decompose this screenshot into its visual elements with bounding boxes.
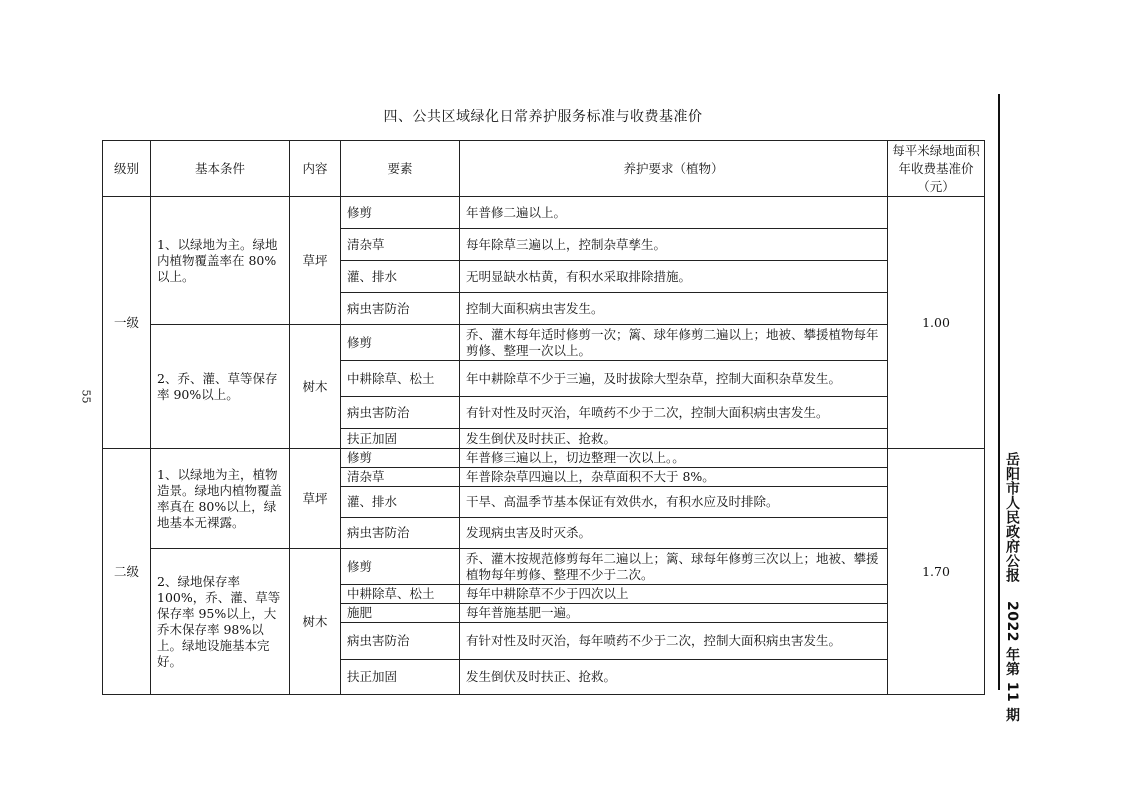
element-cell: 灌、排水 — [341, 487, 460, 518]
grade1-g2-condition: 2、乔、灌、草等保存率 90%以上。 — [151, 325, 290, 449]
header-condition: 基本条件 — [151, 141, 290, 197]
side-header — [1002, 452, 1022, 722]
requirement-cell: 年普修二遍以上。 — [460, 197, 888, 229]
header-row — [103, 141, 985, 197]
grade1-g1-content: 草坪 — [290, 197, 341, 325]
requirement-cell: 干旱、高温季节基本保证有效供水，有积水应及时排除。 — [460, 487, 888, 518]
table-row — [103, 325, 985, 361]
element-cell: 清杂草 — [341, 229, 460, 261]
header-content: 内容 — [290, 141, 341, 197]
publication-name: 岳阳市人民政府公报 — [1004, 452, 1020, 583]
element-cell: 中耕除草、松土 — [341, 361, 460, 397]
table-row — [103, 197, 985, 229]
grade2-g2-content: 树木 — [290, 549, 341, 695]
element-cell: 病虫害防治 — [341, 623, 460, 660]
grade2-level: 二级 — [103, 449, 151, 695]
grade2-g1-condition: 1、以绿地为主，植物造景。绿地内植物覆盖率真在 80%以上，绿地基本无裸露。 — [151, 449, 290, 549]
element-cell: 中耕除草、松土 — [341, 585, 460, 604]
element-cell: 施肥 — [341, 604, 460, 623]
side-divider — [998, 94, 1000, 690]
requirement-cell: 年中耕除草不少于三遍，及时拔除大型杂草，控制大面积杂草发生。 — [460, 361, 888, 397]
header-level: 级别 — [103, 141, 151, 197]
element-cell: 灌、排水 — [341, 261, 460, 293]
element-cell: 病虫害防治 — [341, 518, 460, 549]
requirement-cell: 无明显缺水枯黄，有积水采取排除措施。 — [460, 261, 888, 293]
page-title: 四、公共区域绿化日常养护服务标准与收费基准价 — [383, 109, 703, 125]
element-cell: 清杂草 — [341, 468, 460, 487]
requirement-cell: 发现病虫害及时灭杀。 — [460, 518, 888, 549]
header-price: 每平米绿地面积年收费基准价（元） — [888, 141, 985, 197]
grade1-price: 1.00 — [888, 197, 985, 449]
grade2-g1-content: 草坪 — [290, 449, 341, 549]
requirement-cell: 有针对性及时灭治，每年喷药不少于二次，控制大面积病虫害发生。 — [460, 623, 888, 660]
requirement-cell: 年普除杂草四遍以上，杂草面积不大于 8%。 — [460, 468, 888, 487]
table-row — [103, 549, 985, 585]
requirement-cell: 发生倒伏及时扶正、抢救。 — [460, 429, 888, 449]
requirement-cell: 有针对性及时灭治，年喷药不少于二次，控制大面积病虫害发生。 — [460, 397, 888, 429]
element-cell: 修剪 — [341, 549, 460, 585]
requirement-cell: 每年除草三遍以上，控制杂草孳生。 — [460, 229, 888, 261]
requirement-cell: 年普修三遍以上，切边整理一次以上。。 — [460, 449, 888, 468]
requirement-cell: 每年普施基肥一遍。 — [460, 604, 888, 623]
requirement-cell: 乔、灌木每年适时修剪一次；篱、球年修剪二遍以上；地被、攀援植物每年剪修、整理一次以上。 — [460, 325, 888, 361]
grade2-g2-condition: 2、绿地保存率 100%，乔、灌、草等保存率 95%以上，大乔木保存率 98%以上。绿地设施基本完好。 — [151, 549, 290, 695]
page-number: 55 — [79, 389, 93, 404]
standards-table — [102, 140, 985, 695]
grade2-price: 1.70 — [888, 449, 985, 695]
element-cell: 修剪 — [341, 197, 460, 229]
grade1-g1-condition: 1、以绿地为主。绿地内植物覆盖率在 80%以上。 — [151, 197, 290, 325]
table-row — [103, 449, 985, 468]
header-requirement: 养护要求（植物） — [460, 141, 888, 197]
header-element: 要素 — [341, 141, 460, 197]
element-cell: 扶正加固 — [341, 660, 460, 695]
element-cell: 修剪 — [341, 449, 460, 468]
issue-number: 2022 年第 11 期 — [1004, 600, 1020, 722]
requirement-cell: 乔、灌木按规范修剪每年二遍以上；篱、球每年修剪三次以上；地被、攀援植物每年剪修、整理不少于二次。 — [460, 549, 888, 585]
element-cell: 修剪 — [341, 325, 460, 361]
element-cell: 病虫害防治 — [341, 293, 460, 325]
element-cell: 扶正加固 — [341, 429, 460, 449]
requirement-cell: 每年中耕除草不少于四次以上 — [460, 585, 888, 604]
grade1-g2-content: 树木 — [290, 325, 341, 449]
requirement-cell: 发生倒伏及时扶正、抢救。 — [460, 660, 888, 695]
grade1-level: 一级 — [103, 197, 151, 449]
element-cell: 病虫害防治 — [341, 397, 460, 429]
requirement-cell: 控制大面积病虫害发生。 — [460, 293, 888, 325]
